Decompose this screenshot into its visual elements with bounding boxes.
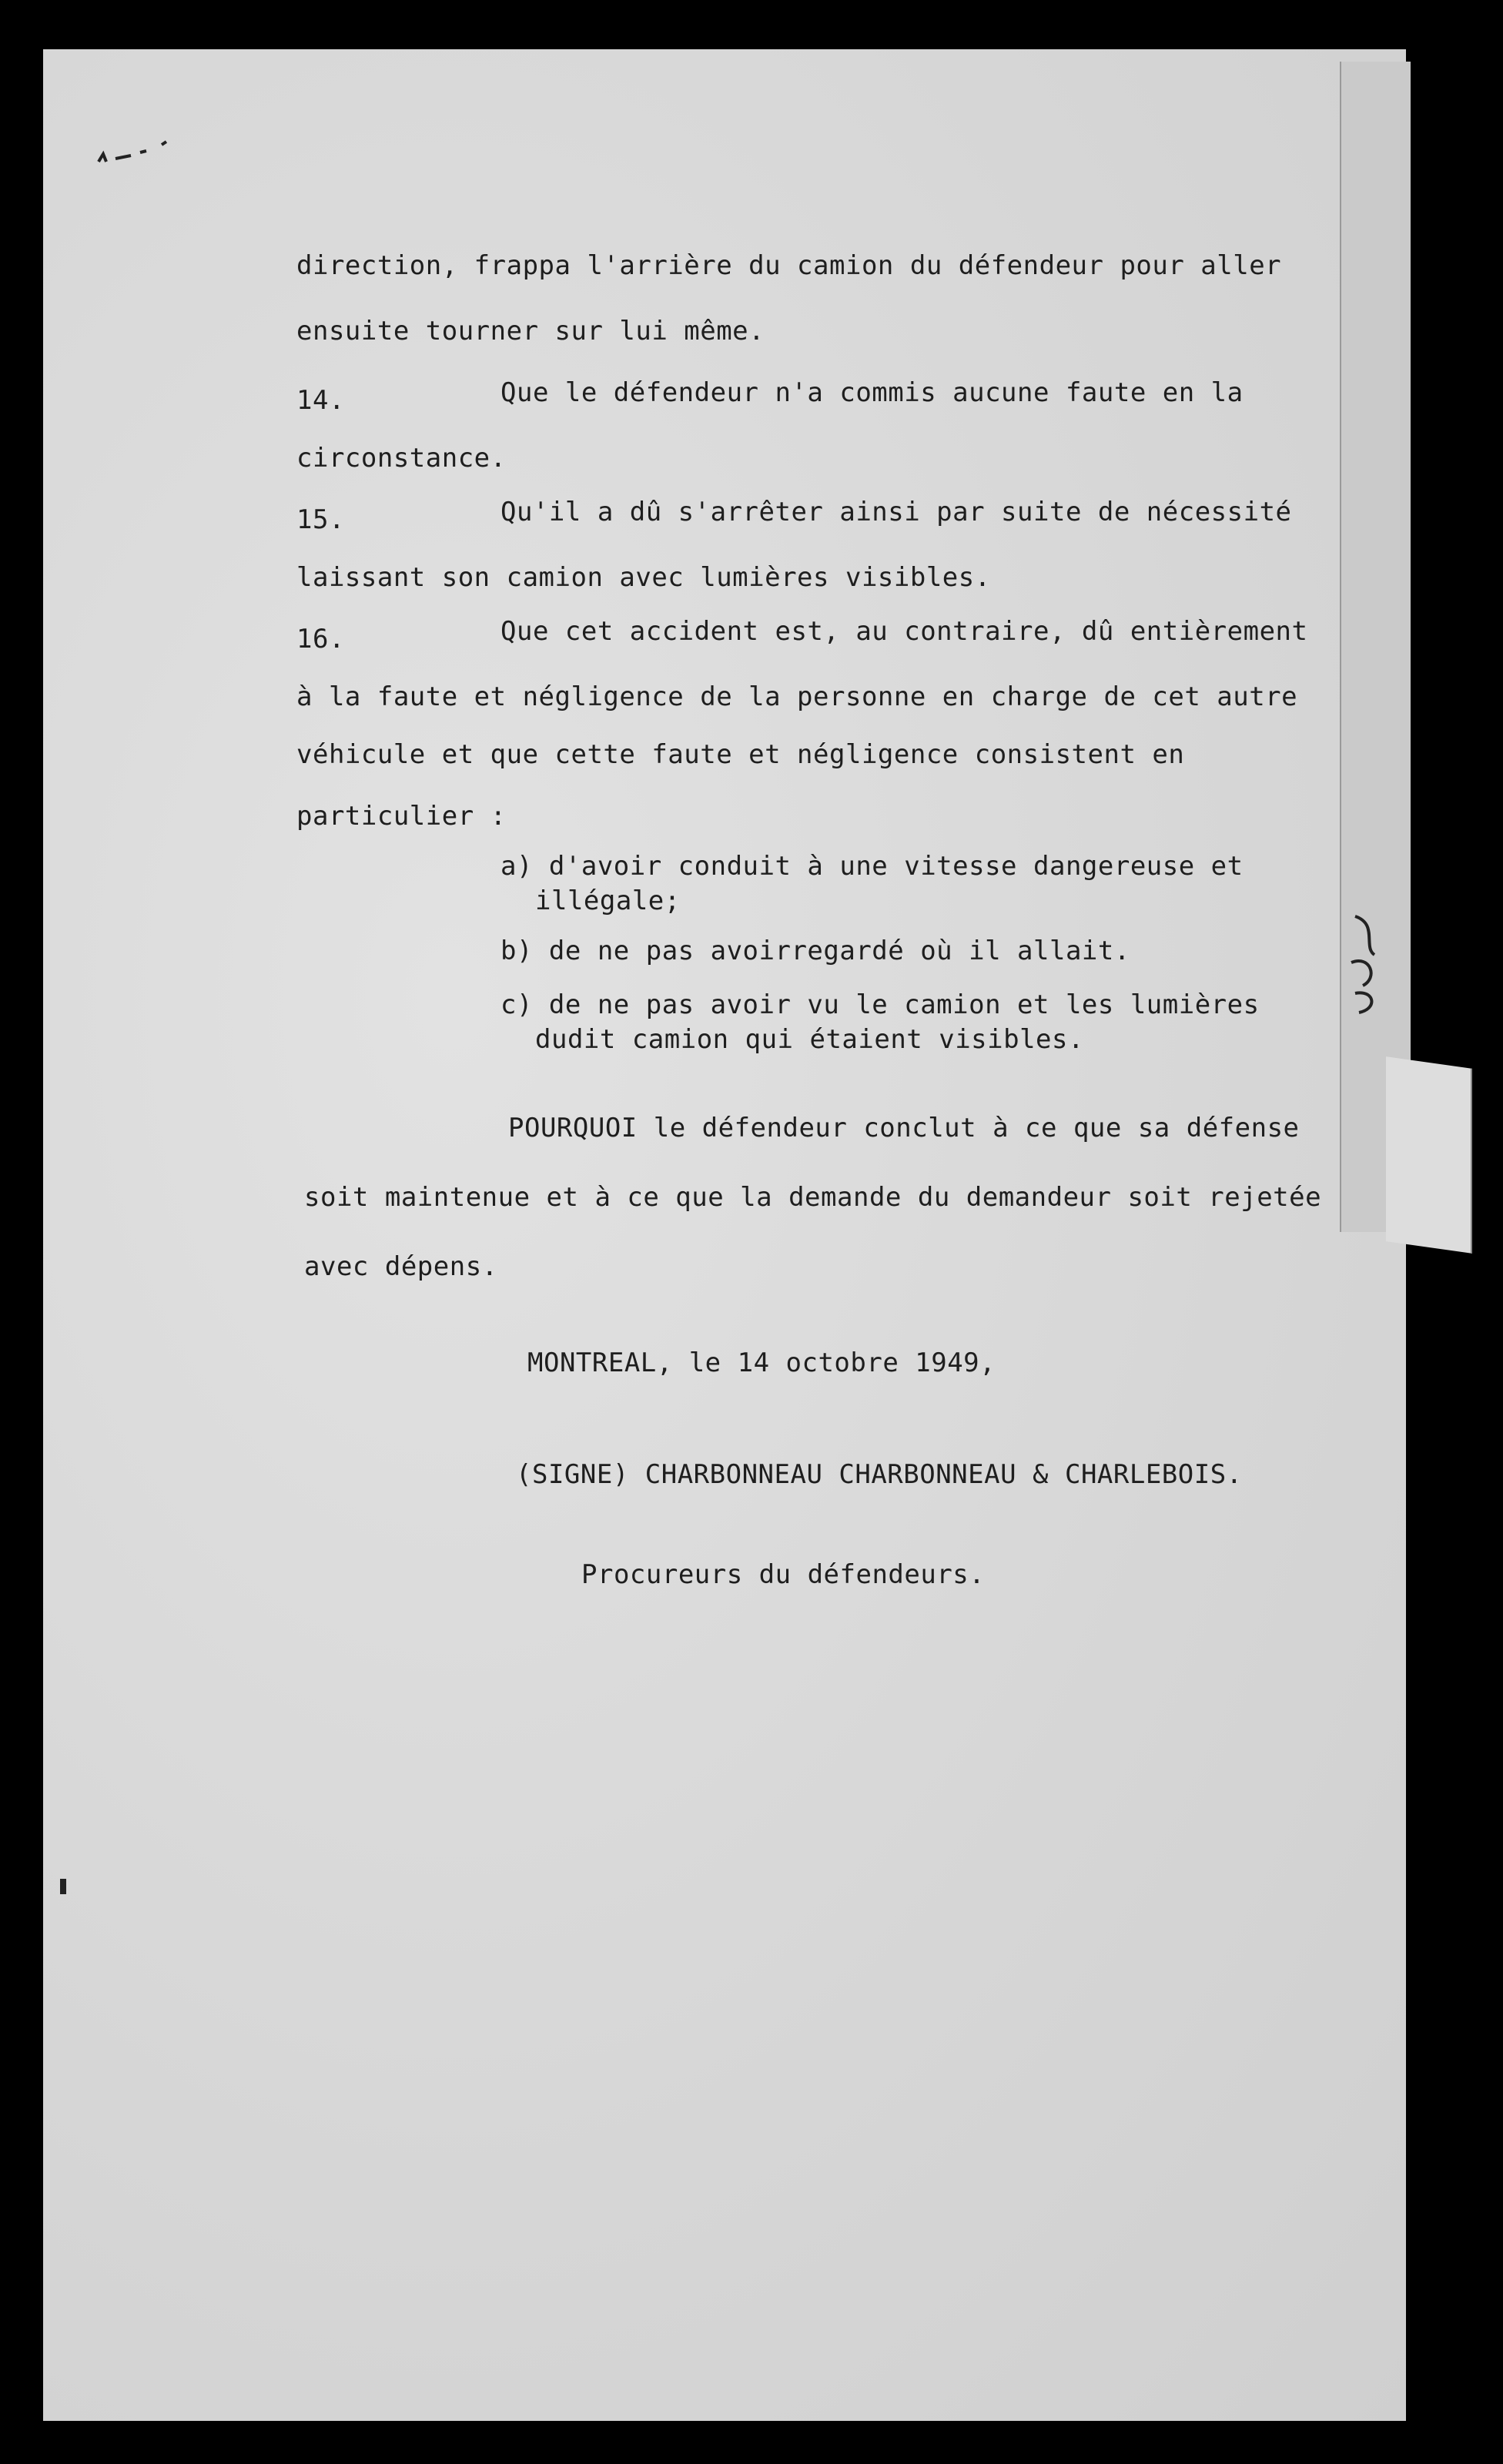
para-15-line-a: Qu'il a dû s'arrêter ainsi par suite de nécessité [500, 497, 1292, 527]
signature-line: (SIGNE) CHARBONNEAU CHARBONNEAU & CHARLEBOIS. [516, 1459, 1243, 1490]
handwritten-initials [1340, 909, 1394, 1016]
item-a-line-1: a) d'avoir conduit à une vitesse dangereuse et [500, 851, 1244, 882]
text-line-1: direction, frappa l'arrière du camion du défendeur pour aller [296, 250, 1282, 281]
conclusion-line-1: POURQUOI le défendeur conclut à ce que sa défense [508, 1113, 1300, 1143]
para-16-number: 16. [296, 624, 345, 654]
folded-tab [1386, 1056, 1472, 1254]
item-c-line-1: c) de ne pas avoir vu le camion et les lumières [500, 989, 1260, 1020]
page-fold-edge [1340, 62, 1411, 1232]
ink-mark [92, 139, 177, 169]
para-14-number: 14. [296, 385, 345, 416]
para-15-line-b: laissant son camion avec lumières visibles. [296, 562, 991, 593]
conclusion-line-3: avec dépens. [304, 1251, 498, 1282]
para-14-line-a: Que le défendeur n'a commis aucune faute en la [500, 377, 1244, 408]
item-c-line-2: dudit camion qui étaient visibles. [535, 1024, 1084, 1055]
attorneys-line: Procureurs du défendeurs. [581, 1559, 986, 1590]
para-16-line-d: particulier : [296, 801, 507, 832]
para-16-line-a: Que cet accident est, au contraire, dû entièrement [500, 616, 1308, 647]
paper-speck [60, 1879, 66, 1894]
para-14-line-b: circonstance. [296, 443, 507, 474]
para-16-line-b: à la faute et négligence de la personne en charge de cet autre [296, 681, 1298, 712]
item-b: b) de ne pas avoirregardé où il allait. [500, 936, 1130, 966]
conclusion-line-2: soit maintenue et à ce que la demande du demandeur soit rejetée [304, 1182, 1322, 1213]
item-a-line-2: illégale; [535, 886, 681, 916]
date-line: MONTREAL, le 14 octobre 1949, [527, 1348, 996, 1378]
para-15-number: 15. [296, 504, 345, 535]
text-line-2: ensuite tourner sur lui même. [296, 316, 765, 346]
para-16-line-c: véhicule et que cette faute et négligence consistent en [296, 739, 1185, 770]
